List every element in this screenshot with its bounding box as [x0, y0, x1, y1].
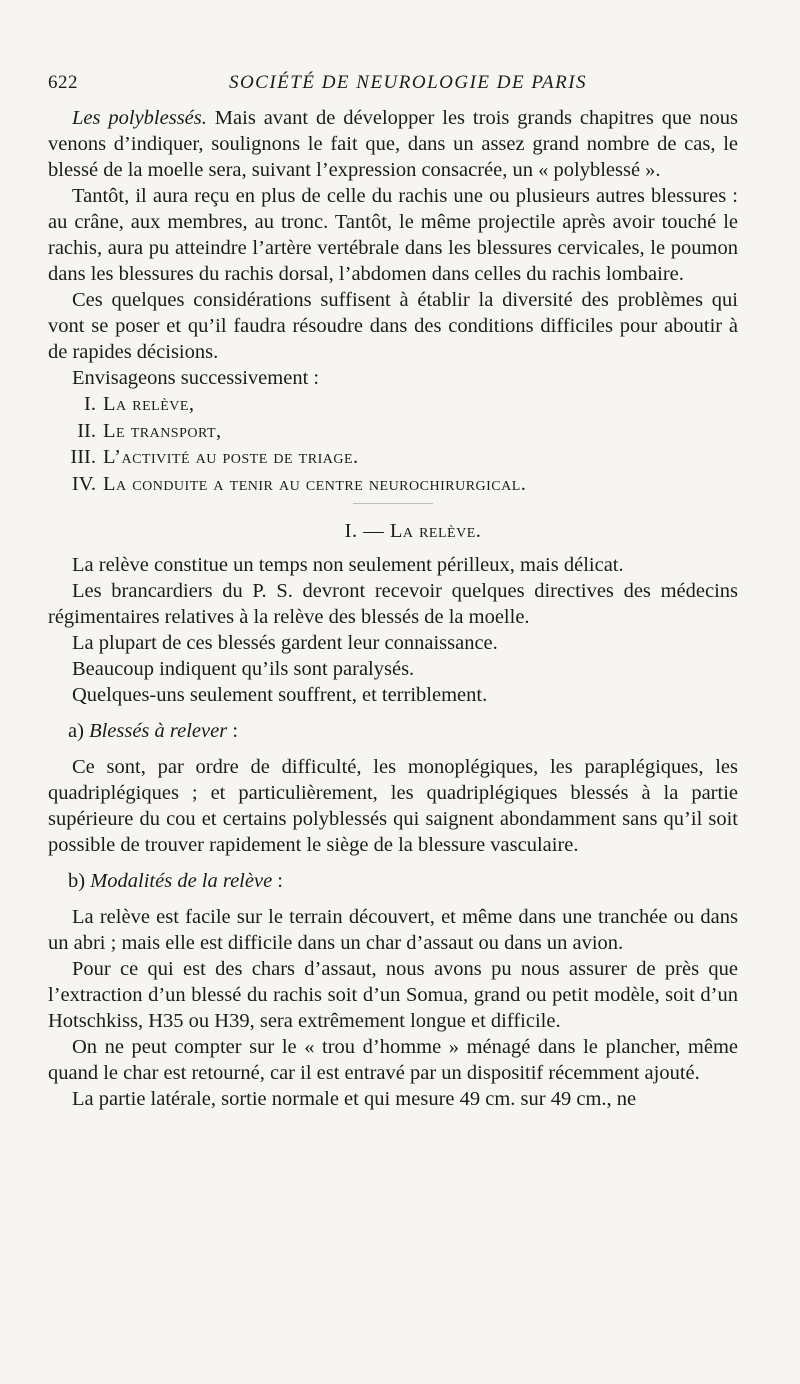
chapter-label: L’activité au poste de triage. — [103, 446, 359, 468]
paragraph-souffrent: Quelques-uns seulement souffrent, et terriblement. — [72, 684, 488, 706]
paragraph-considerations: Ces quelques considérations suffisent à établir la diversité des problèmes qui vont se poser et qu’il faudra résoudre dans des conditions difficiles pour aboutir à de rapides décisions. — [48, 289, 738, 363]
chapter-label: La conduite a tenir au centre neurochirurgical. — [103, 472, 527, 495]
running-title: SOCIÉTÉ DE NEUROLOGIE DE PARIS — [228, 72, 588, 93]
subsection-marker: b) — [68, 870, 86, 892]
paragraph-trou-homme: On ne peut compter sur le « trou d’homme » ménagé dans le plancher, même quand le char est retourné, car il est entravé par un dispositif récemment ajouté. — [48, 1036, 738, 1084]
paragraph-lead: Les polyblessés. — [72, 107, 207, 129]
paragraph-chars-assaut: Pour ce qui est des chars d’assaut, nous avons pu nous assurer de près que l’extraction d’un blessé du rachis soit d’un Somua, grand ou petit modèle, soit d’un Hotschkiss, H35 ou H39, sera extrêmement longue et difficile. — [48, 958, 738, 1032]
chapter-label: Le transport, — [103, 419, 222, 442]
section-number: I. — — [344, 520, 385, 542]
chapter-label: La relève, — [103, 393, 195, 415]
subsection-marker: a) — [68, 720, 84, 742]
paragraph-tantot: Tantôt, il aura reçu en plus de celle du rachis une ou plusieurs autres blessures : au crâne, aux membres, au tronc. Tantôt, le même projectile après avoir touché le rachis, aura pu atteindre l’artère vertébrale dans les blessures cervicales, le poumon dans les blessures du rachis dorsal, l’abdomen dans celles du rachis lombaire. — [48, 185, 738, 285]
chapter-number: IV. — [71, 472, 96, 495]
chapter-item — [48, 471, 738, 498]
subsection-heading-b — [68, 868, 738, 894]
section-divider — [353, 503, 433, 504]
paragraph-text: Mais avant de développer les trois grands chapitres que nous venons d’indiquer, soulignons le fait que, dans un assez grand nombre de cas, le blessé de la moelle sera, suivant l’expression consacrée, un « polyblessé ». — [48, 107, 738, 181]
paragraph-releve-temps: La relève constitue un temps non seulement périlleux, mais délicat. — [72, 554, 624, 576]
paragraph-difficulte: Ce sont, par ordre de difficulté, les monoplégiques, les paraplégiques, les quadriplégiques ; et particulièrement, les quadriplégiques blessés à la partie supérieure du cou et certains polyblessés qui saignent abondamment sans qu’il soit possible de trouver rapidement le siège de la blessure vasculaire. — [48, 756, 738, 856]
section-label: La relève. — [389, 520, 482, 542]
subsection-heading-a — [68, 718, 738, 744]
subsection-title: Blessés à relever — [89, 720, 228, 742]
chapter-number: I. — [84, 393, 96, 415]
paragraph-connaissance: La plupart de ces blessés gardent leur connaissance. — [72, 632, 498, 654]
paragraph-terrain: La relève est facile sur le terrain découvert, et même dans une tranchée ou dans un abri ; mais elle est difficile dans un char d’assaut ou dans un avion. — [48, 906, 738, 954]
paragraph-brancardiers: Les brancardiers du P. S. devront recevoir quelques directives des médecins régimentaires relatives à la relève des blessés de la moelle. — [48, 580, 738, 628]
chapter-item — [48, 418, 738, 445]
chapter-item — [48, 444, 738, 471]
page-header — [48, 72, 738, 100]
section-title — [48, 518, 738, 544]
subsection-colon: : — [227, 720, 239, 742]
subsection-colon: : — [272, 870, 283, 892]
paragraph-partie-laterale: La partie latérale, sortie normale et qui mesure 49 cm. sur 49 cm., ne — [72, 1088, 637, 1110]
paragraph-envisageons: Envisageons successivement : — [72, 367, 320, 389]
chapter-number: II. — [77, 419, 96, 442]
chapter-number: III. — [70, 446, 96, 468]
chapter-item — [48, 391, 738, 418]
subsection-title: Modalités de la relève — [90, 870, 273, 892]
document-page — [48, 72, 738, 1112]
paragraph-polyblesses — [48, 105, 738, 183]
chapter-list — [48, 391, 738, 497]
paragraph-paralyses: Beaucoup indiquent qu’ils sont paralysés. — [72, 658, 415, 680]
page-number: 622 — [48, 72, 78, 93]
